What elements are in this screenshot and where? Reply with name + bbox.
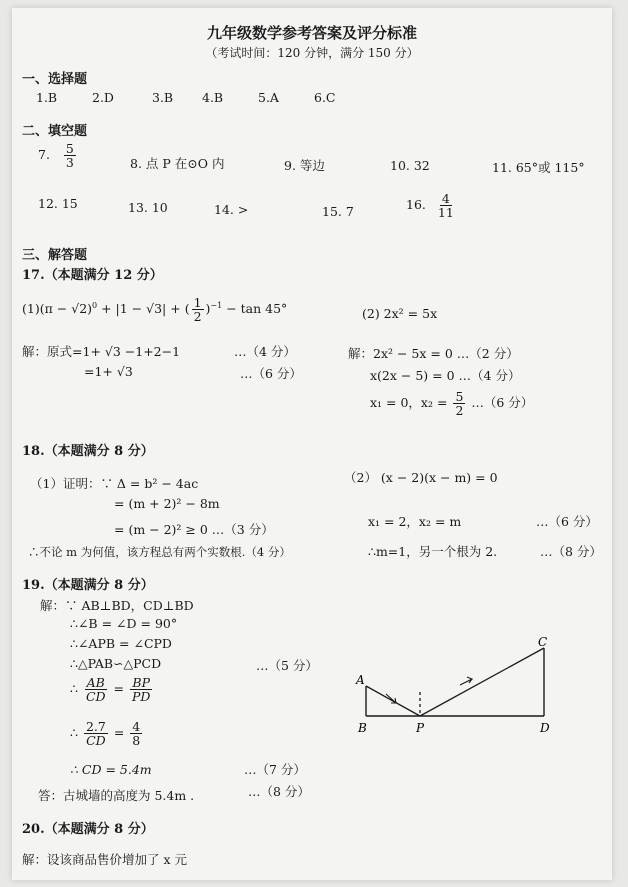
q17-part2-expression: (2) 2x² = 5x: [362, 306, 438, 321]
fraction: $\frac{4}{8}$: [132, 719, 141, 749]
q17-sol1-line1: 解：原式=1+ √3 −1+2−1: [22, 344, 181, 359]
fill-answer-12: 12. 15: [38, 196, 78, 211]
fill-answer-15: 15. 7: [322, 204, 354, 219]
q19-line5: ∴ $\frac{AB}{CD}$ = $\frac{BP}{PD}$: [70, 675, 151, 705]
label-a: A: [356, 673, 365, 687]
choice-answer-5: 5.A: [258, 90, 279, 105]
choice-answer-3: 3.B: [152, 90, 174, 105]
segment-pc: [420, 648, 544, 716]
choice-answer-2: 2.D: [92, 90, 114, 105]
q19-score5: …（5 分）: [256, 658, 318, 673]
label-d: D: [540, 721, 550, 735]
q18-p1-line1: （1）证明：∵ Δ = b² − 4ac: [30, 476, 199, 491]
q19-line1: 解：∵ AB⊥BD，CD⊥BD: [40, 598, 194, 613]
choice-answer-4: 4.B: [202, 90, 224, 105]
q18-p1-line3: = (m − 2)² ≥ 0 …（3 分）: [114, 522, 274, 537]
fill-answer-11: 11. 65°或 115°: [492, 160, 585, 175]
q17-sol2-line2: x(2x − 5) = 0 …（4 分）: [370, 368, 521, 383]
q18-p2-score2: …（8 分）: [540, 544, 602, 559]
q19-score7: …（7 分）: [244, 762, 306, 777]
q19-answer: 答：古城墙的高度为 5.4m .: [38, 788, 195, 803]
q17-sol1-score1: …（4 分）: [234, 344, 296, 359]
fraction: $\frac{2.7}{CD}$: [85, 719, 106, 749]
q19-score8: …（8 分）: [248, 784, 310, 799]
q19-line6: ∴ $\frac{2.7}{CD}$ = $\frac{4}{8}$: [70, 719, 141, 749]
q17-sol1-line2: =1+ √3: [84, 364, 133, 379]
fraction: $\frac{1}{2}$: [193, 295, 202, 325]
q20-line1: 解：设该商品售价增加了 x 元: [22, 852, 187, 867]
q18-p2-line3: ∴m=1，另一个根为 2.: [368, 544, 498, 559]
q19-figure: [348, 632, 558, 742]
fraction: $\frac{4}{11}$: [437, 191, 454, 221]
q19-line2: ∴∠B = ∠D = 90°: [70, 616, 178, 631]
fill-answer-16: 16. $\frac{4}{11}$: [406, 191, 454, 221]
label-c: C: [538, 635, 548, 649]
fill-answer-14: 14. >: [214, 202, 249, 217]
section-choice-title: 一、选择题: [22, 72, 88, 87]
arrow-out-icon: [460, 677, 472, 685]
q19-line4: ∴△PAB∽△PCD: [70, 656, 162, 671]
fraction: $\frac{AB}{CD}$: [85, 675, 106, 705]
q18-p1-line4: ∴不论 m 为何值，该方程总有两个实数根.（4 分）: [28, 545, 291, 559]
label-b: B: [358, 721, 367, 735]
q17-part1-expression: $(1)(\pi - √2)^0 + |1 - √3|$ + ( $\frac{1}{2}$ )$^{-1}$ − tan 45°: [22, 295, 288, 325]
q18-p2-score1: …（6 分）: [536, 514, 598, 529]
q18-p2-line1: （2） (x − 2)(x − m) = 0: [344, 470, 498, 485]
fill-answer-13: 13. 10: [128, 200, 168, 215]
fraction: $\frac{5}{2}$: [455, 389, 464, 419]
fill-answer-8: 8. 点 P 在⊙O 内: [130, 156, 225, 171]
q19-heading: 19.（本题满分 8 分）: [22, 578, 154, 593]
page-subtitle: （考试时间：120 分钟，满分 150 分）: [205, 46, 419, 60]
answer-sheet: [12, 8, 612, 880]
fill-answer-10: 10. 32: [390, 158, 430, 173]
q17-sol2-line1: 解：2x² − 5x = 0 …（2 分）: [348, 346, 519, 361]
q19-line3: ∴∠APB = ∠CPD: [70, 636, 172, 651]
section-fill-title: 二、填空题: [22, 124, 88, 139]
choice-answer-6: 6.C: [314, 90, 336, 105]
q18-heading: 18.（本题满分 8 分）: [22, 444, 154, 459]
q17-sol2-line3: x₁ = 0，x₂ = $\frac{5}{2}$ …（6 分）: [370, 389, 534, 419]
label-p: P: [416, 721, 425, 735]
q17-heading: 17.（本题满分 12 分）: [22, 268, 163, 283]
q20-heading: 20.（本题满分 8 分）: [22, 822, 154, 837]
q19-line7: ∴ CD = 5.4m: [70, 762, 152, 777]
q18-p2-line2: x₁ = 2，x₂ = m: [368, 514, 462, 529]
fraction: $\frac{5}{3}$: [65, 141, 74, 171]
page-title: 九年级数学参考答案及评分标准: [206, 24, 417, 42]
fill-answer-9: 9. 等边: [284, 158, 325, 173]
choice-answer-1: 1.B: [36, 90, 58, 105]
q17-sol1-score2: …（6 分）: [240, 366, 302, 381]
fraction: $\frac{BP}{PD}$: [131, 675, 151, 705]
fill-answer-7: 7. $\frac{5}{3}$: [38, 141, 74, 171]
q18-p1-line2: = (m + 2)² − 8m: [114, 496, 220, 511]
section-solve-title: 三、解答题: [22, 248, 88, 263]
